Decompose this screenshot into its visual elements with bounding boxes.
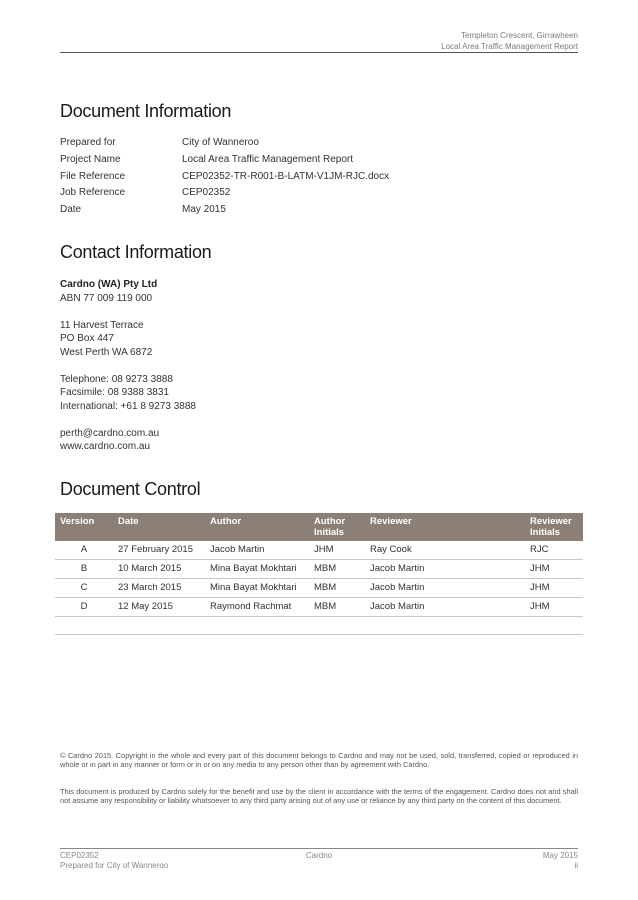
- info-value: May 2015: [182, 204, 226, 216]
- info-row: [60, 152, 389, 169]
- table-header-row: [55, 513, 583, 541]
- address-line: PO Box 447: [60, 333, 114, 344]
- date-cell: 27 February 2015: [113, 541, 205, 560]
- header-report-title: Local Area Traffic Management Report: [441, 42, 578, 51]
- copyright-notice: © Cardno 2015. Copyright in the whole and every part of this document belongs to Cardno and may not be used, sold, transferred, copied or reproduced in whole or in part in any manner or form or in or on any media to any person other than by agreement with Cardno.: [60, 751, 578, 769]
- reviewer-initials-cell: RJC: [525, 541, 583, 560]
- footer-date: May 2015: [542, 851, 578, 860]
- table-row: [55, 560, 583, 579]
- info-value: City of Wanneroo: [182, 137, 259, 148]
- column-header-date: Date: [118, 516, 139, 527]
- page-number: ii: [574, 861, 578, 870]
- footer-prepared-for: Prepared for City of Wanneroo: [60, 861, 169, 870]
- document-information-table: [60, 135, 389, 219]
- footer-company: Cardno: [305, 851, 333, 860]
- author-cell: Mina Bayat Mokhtari: [205, 579, 309, 598]
- footer-divider: [60, 848, 578, 849]
- document-information-heading: Document Information: [60, 101, 232, 121]
- company-abn: ABN 77 009 119 000: [60, 292, 153, 304]
- table-row-empty: [55, 617, 583, 635]
- header-location: Templeton Crescent, Girrawheen: [461, 31, 578, 40]
- document-control-heading: Document Control: [60, 479, 201, 499]
- contact-information-block: [60, 278, 196, 454]
- info-label: Project Name: [60, 153, 121, 165]
- disclaimer-notice: This document is produced by Cardno solely for the benefit and use by the client in accordance with the terms of the engagement. Cardno does not and shall not assume any responsibility or liability whatsoever to any third party arising out of any use or reliance by any third party on the content of this document.: [60, 787, 578, 805]
- reviewer-cell: Ray Cook: [365, 541, 525, 560]
- reviewer-initials-cell: JHM: [525, 560, 583, 579]
- column-header-version: Version: [60, 516, 95, 527]
- column-header-author-initials: Author Initials: [314, 516, 346, 538]
- footer-right: [543, 851, 578, 871]
- column-header-author: Author: [210, 516, 242, 527]
- reviewer-initials-cell: JHM: [525, 579, 583, 598]
- international-phone: International: +61 8 9273 3888: [60, 400, 196, 412]
- author-initials-cell: MBM: [309, 598, 365, 617]
- info-label: Date: [60, 204, 82, 216]
- company-name: Cardno (WA) Pty Ltd: [60, 279, 158, 290]
- author-cell: Mina Bayat Mokhtari: [205, 560, 309, 579]
- document-control-table: [55, 513, 583, 635]
- info-label: Prepared for: [60, 137, 116, 148]
- header-divider: [60, 52, 578, 53]
- info-value: CEP02352-TR-R001-B-LATM-V1JM-RJC.docx: [182, 170, 390, 182]
- reviewer-cell: Jacob Martin: [365, 560, 525, 579]
- contact-information-heading: Contact Information: [60, 242, 212, 262]
- address-line: West Perth WA 6872: [60, 346, 153, 358]
- reviewer-cell: Jacob Martin: [365, 579, 525, 598]
- info-row: [60, 135, 389, 152]
- telephone: Telephone: 08 9273 3888: [60, 373, 173, 385]
- version-cell: D: [55, 598, 113, 617]
- column-header-reviewer: Reviewer: [370, 516, 412, 527]
- author-initials-cell: JHM: [309, 541, 365, 560]
- info-value: CEP02352: [182, 187, 231, 199]
- column-header-reviewer-initials: Reviewer Initials: [530, 516, 572, 538]
- table-row: [55, 598, 583, 617]
- version-cell: B: [55, 560, 113, 579]
- info-row: [60, 169, 389, 186]
- footer-job-reference: CEP02352: [60, 851, 99, 860]
- email-address: perth@cardno.com.au: [60, 427, 160, 439]
- website-address: www.cardno.com.au: [60, 441, 151, 452]
- running-header: [441, 30, 578, 52]
- date-cell: 23 March 2015: [113, 579, 205, 598]
- version-cell: A: [55, 541, 113, 560]
- info-label: Job Reference: [60, 187, 126, 199]
- reviewer-cell: Jacob Martin: [365, 598, 525, 617]
- version-cell: C: [55, 579, 113, 598]
- author-cell: Raymond Rachmat: [205, 598, 309, 617]
- author-initials-cell: MBM: [309, 560, 365, 579]
- table-row: [55, 541, 583, 560]
- info-label: File Reference: [60, 170, 126, 182]
- reviewer-initials-cell: JHM: [525, 598, 583, 617]
- date-cell: 10 March 2015: [113, 560, 205, 579]
- info-row: [60, 202, 389, 219]
- info-value: Local Area Traffic Management Report: [182, 153, 354, 165]
- facsimile: Facsimile: 08 9388 3831: [60, 387, 169, 398]
- info-row: [60, 185, 389, 202]
- author-initials-cell: MBM: [309, 579, 365, 598]
- date-cell: 12 May 2015: [113, 598, 205, 617]
- author-cell: Jacob Martin: [205, 541, 309, 560]
- table-row: [55, 579, 583, 598]
- address-line: 11 Harvest Terrace: [60, 319, 144, 331]
